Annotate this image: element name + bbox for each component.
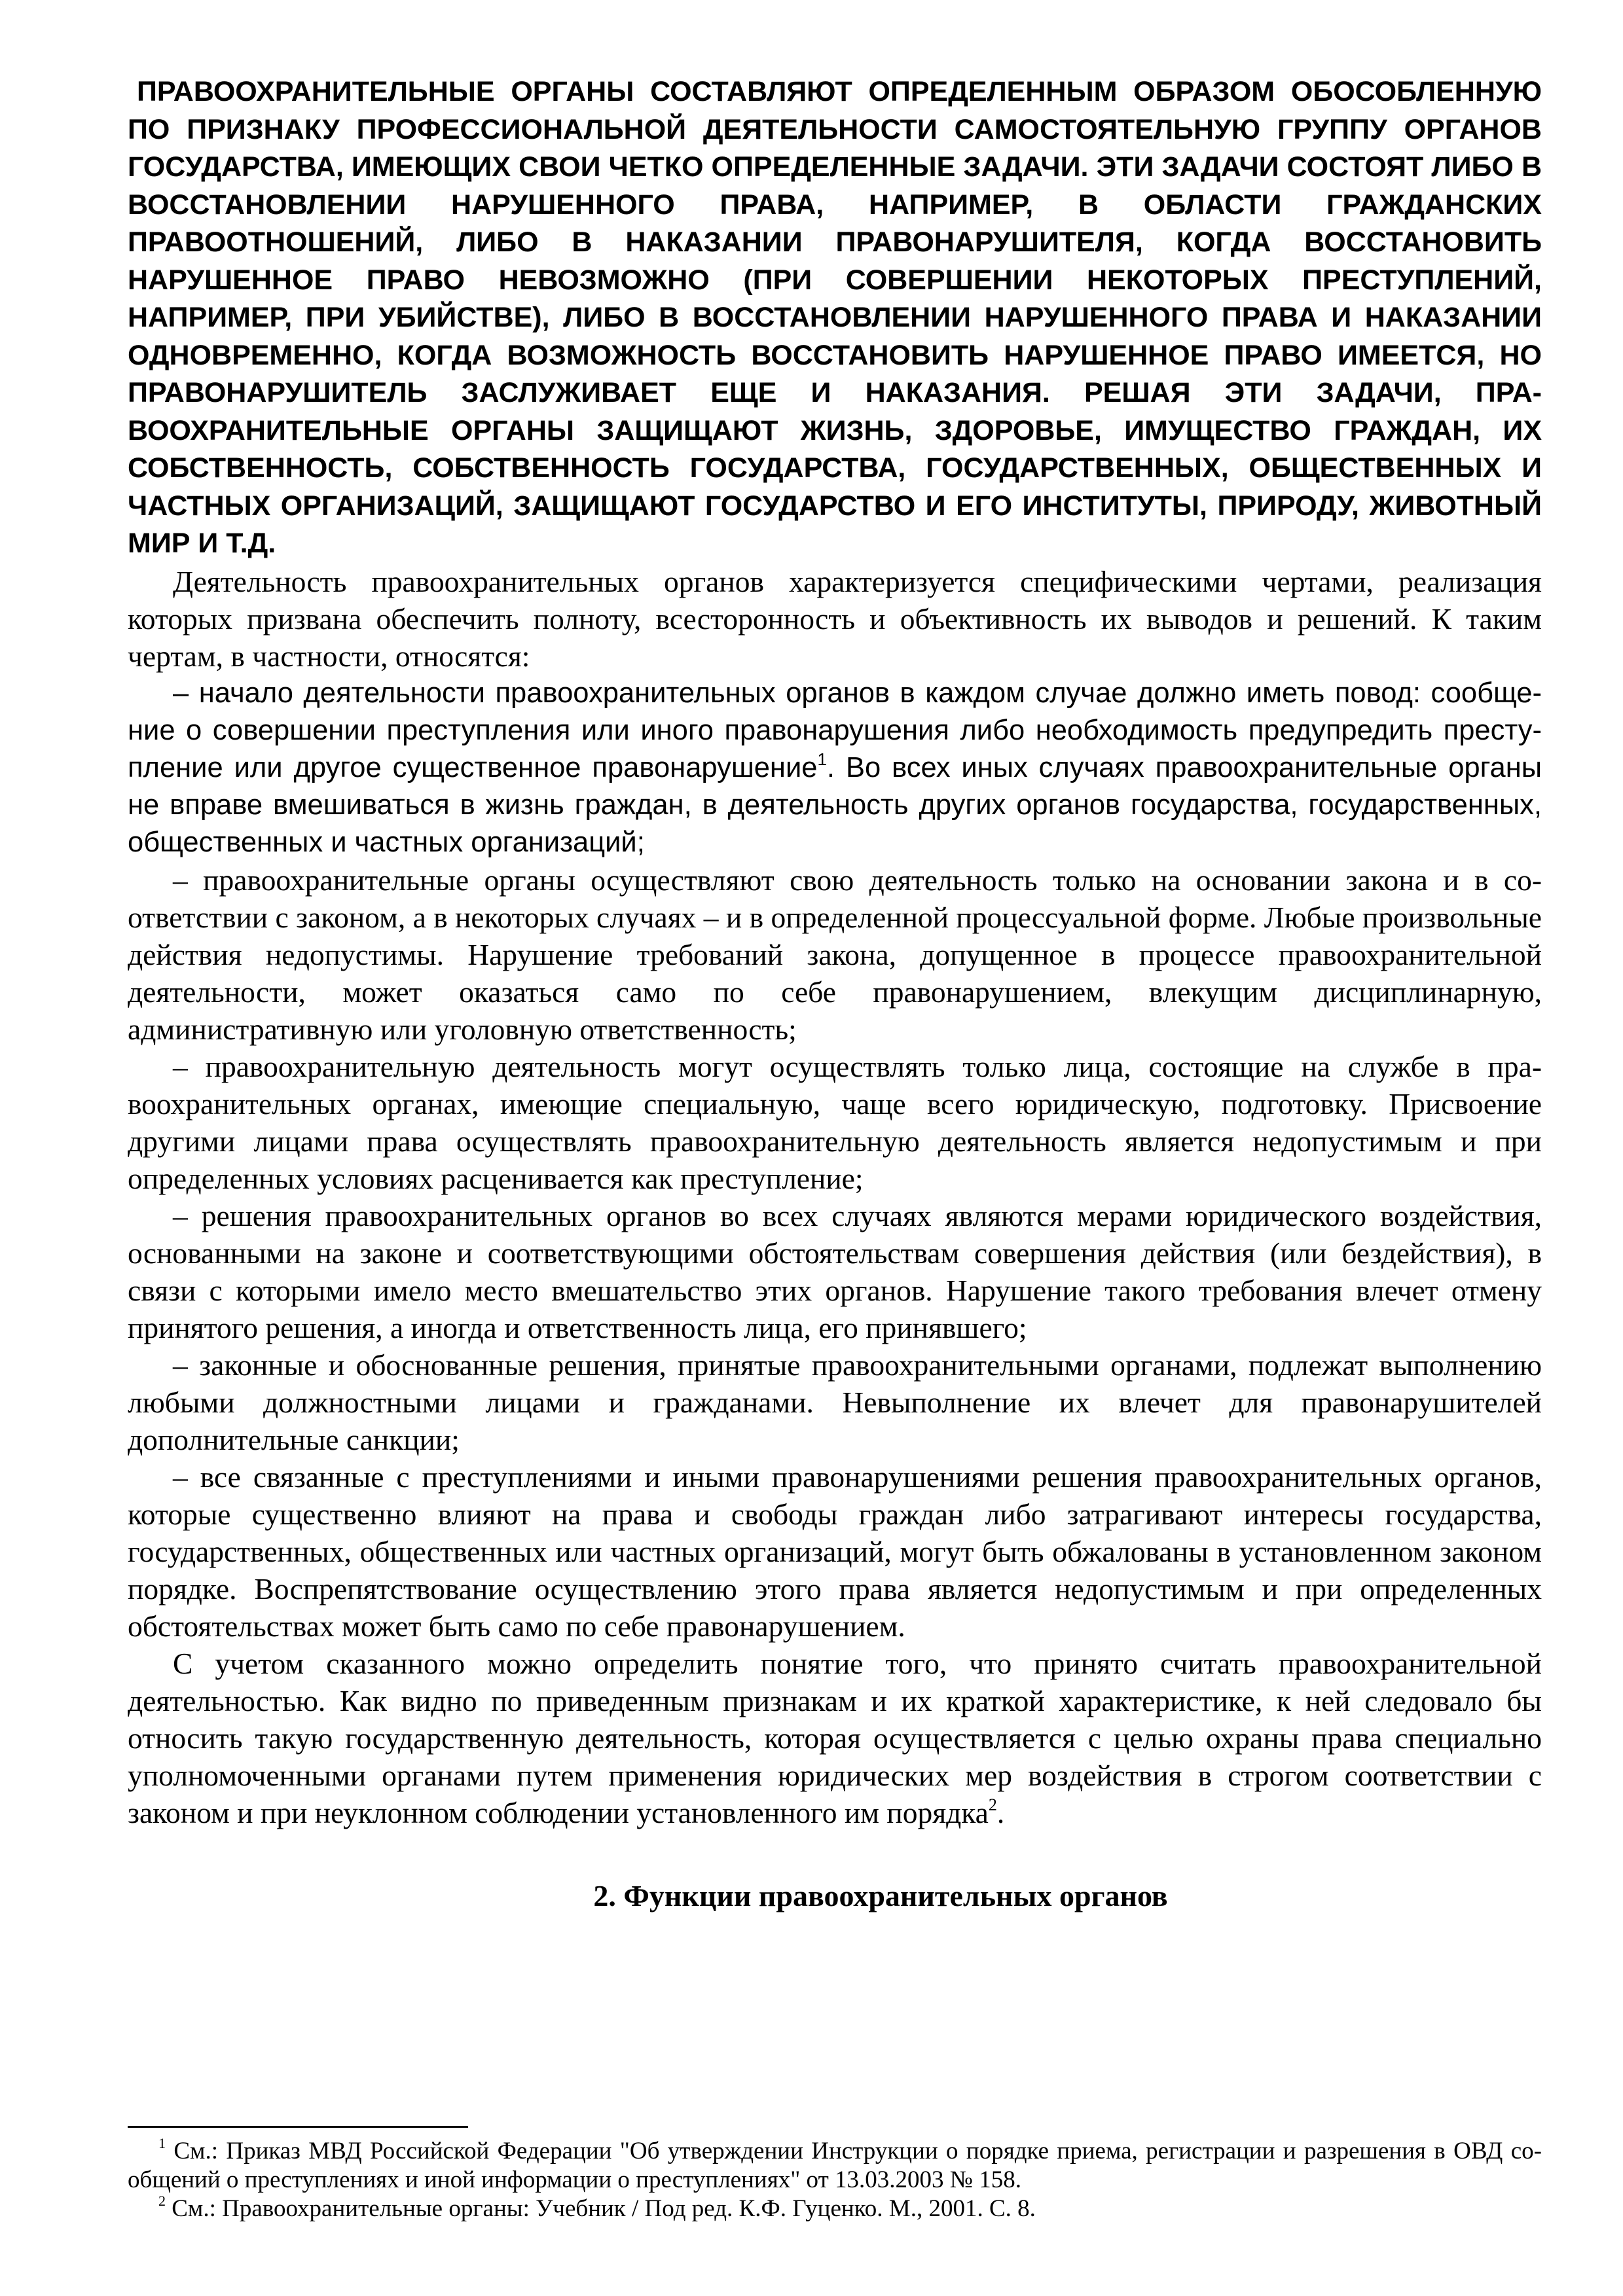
- footnote-1-mark: 1: [158, 2134, 166, 2151]
- list-item: – решения правоохранительных органов во всех случаях являются мерами юридического воздействия, основанными на законе и соответствующими обстоятельствам совершения действия (или бездействия), в связи с которыми имело место вмешательство этих органов. Нарушение такого требования влечет отмену принятого решения, а иногда и ответственность лица, его принявшего;: [128, 1198, 1542, 1344]
- footnote-ref-1[interactable]: 1: [817, 749, 827, 769]
- list-item-text: – начало деятельности правоохранительных органов в каждом случае должно иметь повод: сообщение о совершении преступления или иного правонарушения либо необходимость предупредить преступление или другое существенное правонарушение: [128, 677, 1542, 783]
- conclusion-end: .: [996, 1795, 1005, 1829]
- list-item: – правоохранительные органы осуществляют свою деятельность только на основании закона и в соответствии с законом, а в некоторых случаях – и в определенной процессуальной форме. Любые произвольные действия недопустимы. Нарушение требований закона, допущенное в процессе правоохранительной деятельности, может оказаться само по себе правонарушением, влекущим дисциплинарную, административную или уголовную ответственность;: [128, 863, 1542, 1046]
- footnote-1: [128, 2134, 1542, 2195]
- footnote-divider: [128, 2126, 468, 2128]
- footnote-1-text: См.: Приказ МВД Российской Федерации "Об утверждении Инструкции о порядке приема, регистрации и разрешения в ОВД сообщений о преступлениях и иной информации о преступлениях" от 13.03.2003 № 158.: [128, 2138, 1542, 2193]
- conclusion-text: С учетом сказанного можно определить понятие того, что принято считать правоохранительной деятельностью. Как видно по приведенным признакам и их краткой характеристике, к ней следовало бы относить такую государственную деятельность, которая осуществляется с целью охраны права специально уполномоченными органами путем применения юридических мер воздействия в строгом соответствии с законом и при неуклонном соблюдении установленного им порядка: [128, 1646, 1542, 1829]
- list-item: [128, 675, 1542, 861]
- intro-paragraph: Деятельность правоохранительных органов характеризуется специфическими чертами, реализация которых призвана обеспечить полноту, всесторонность и объективность их выводов и решений. К таким чертам, в частности, относятся:: [128, 564, 1542, 673]
- lead-paragraph: ПРАВООХРАНИТЕЛЬНЫЕ ОРГАНЫ СОСТАВЛЯЮТ ОПРЕДЕЛЕННЫМ ОБРАЗОМ ОБОСОБЛЕННУЮ ПО ПРИЗНАКУ ПРОФЕССИОНАЛЬНОЙ ДЕЯТЕЛЬНОСТИ САМОСТОЯТЕЛЬНУЮ ГРУППУ ОРГАНОВ ГОСУДАРСТВА, ИМЕЮЩИХ СВОИ ЧЕТКО ОПРЕДЕЛЕННЫЕ ЗАДАЧИ. ЭТИ ЗАДАЧИ СОСТОЯТ ЛИБО В ВОССТАНОВЛЕНИИ НАРУШЕННОГО ПРАВА, НАПРИМЕР, В ОБЛАСТИ ГРАЖДАНСКИХ ПРАВООТНОШЕНИЙ, ЛИБО В НАКАЗАНИИ ПРАВОНАРУШИТЕЛЯ, КОГДА ВОССТАНОВИТЬ НАРУШЕННОЕ ПРАВО НЕВОЗМОЖНО (ПРИ СОВЕРШЕНИИ НЕКОТОРЫХ ПРЕСТУПЛЕНИЙ, НАПРИМЕР, ПРИ УБИЙСТВЕ), ЛИБО В ВОССТАНОВЛЕНИИ НАРУШЕННОГО ПРАВА И НАКАЗАНИИ ОДНОВРЕМЕННО, КОГДА ВОЗМОЖНОСТЬ ВОССТАНОВИТЬ НАРУШЕННОЕ ПРАВО ИМЕЕТСЯ, НО ПРАВОНАРУШИТЕЛЬ ЗАСЛУЖИВАЕТ ЕЩЕ И НАКАЗАНИЯ. РЕШАЯ ЭТИ ЗАДАЧИ, ПРАВООХРАНИТЕЛЬНЫЕ ОРГАНЫ ЗАЩИЩАЮТ ЖИЗНЬ, ЗДОРОВЬЕ, ИМУЩЕСТВО ГРАЖДАН, ИХ СОБСТВЕННОСТЬ, СОБСТВЕННОСТЬ ГОСУДАРСТВА, ГОСУДАРСТВЕННЫХ, ОБЩЕСТВЕННЫХ И ЧАСТНЫХ ОРГАНИЗАЦИЙ, ЗАЩИЩАЮТ ГОСУДАРСТВО И ЕГО ИНСТИТУТЫ, ПРИРОДУ, ЖИВОТНЫЙ МИР И Т.Д.: [128, 76, 1542, 559]
- footnote-ref-2[interactable]: 2: [988, 1795, 997, 1815]
- footnote-2-mark: 2: [158, 2192, 166, 2209]
- list-item: – законные и обоснованные решения, принятые правоохранительными органами, подлежат выполнению любыми должностными лицами и гражданами. Невыполнение их влечет для правонарушителей дополнительные санкции;: [128, 1348, 1542, 1456]
- list-item: – правоохранительную деятельность могут осуществлять только лица, состоящие на службе в правоохранительных органах, имеющие специальную, чаще всего юридическую, подготовку. Присвоение другими лицами права осуществлять правоохранительную деятельность является недопустимым и при определенных условиях расценивается как преступление;: [128, 1049, 1542, 1195]
- section-heading: 2. Функции правоохранительных органов: [593, 1878, 1168, 1912]
- footnote-2: [128, 2192, 1542, 2223]
- list-item: – все связанные с преступлениями и иными правонарушениями решения правоохранительных органов, которые существенно влияют на права и свободы граждан либо затрагивают интересы государства, государственных, общественных или частных организаций, могут быть обжалованы в установленном законом порядке. Воспрепятствование осуществлению этого права является недопустимым и при определенных обстоятельствах может быть само по себе правонарушением.: [128, 1460, 1542, 1643]
- conclusion-paragraph: [128, 1645, 1542, 1831]
- page-body: [128, 73, 1542, 1914]
- footnotes: [128, 2134, 1542, 2223]
- list-item-text: . Во всех иных случаях правоохранительные органы не вправе вмешиваться в жизнь граждан, в деятельность других органов государства, государственных, общественных и частных организаций;: [128, 751, 1542, 858]
- footnote-2-text: См.: Правоохранительные органы: Учебник / Под ред. К.Ф. Гуценко. М., 2001. С. 8.: [166, 2195, 1036, 2222]
